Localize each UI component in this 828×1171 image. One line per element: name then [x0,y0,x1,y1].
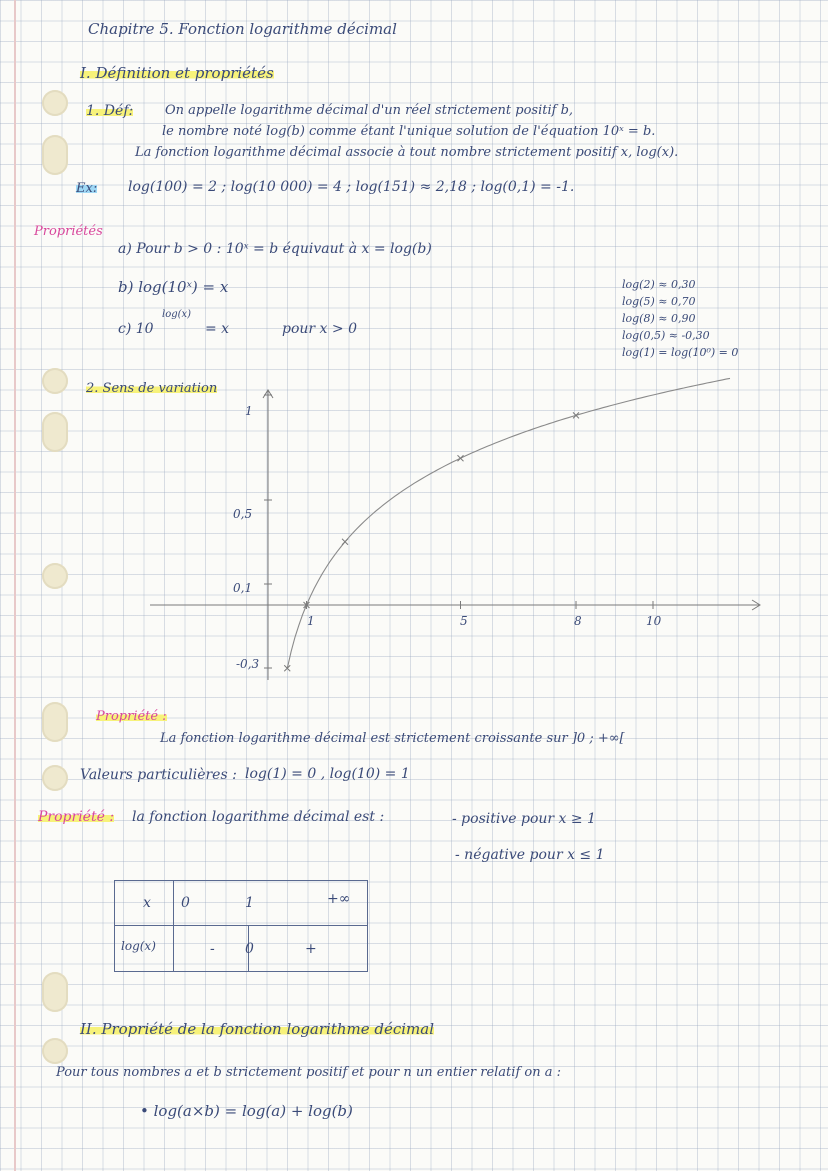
value-note: log(5) ≈ 0,70 [622,295,696,308]
definition-line: le nombre noté log(b) comme étant l'unique solution de l'équation 10ˣ = b. [162,124,656,139]
section-intro: Pour tous nombres a et b strictement positif et pour n un entier relatif on a : [56,1065,561,1080]
y-tick-label: -0,3 [236,657,260,671]
property-positive: - positive pour x ≥ 1 [452,811,596,827]
x-tick-label: 1 [307,614,315,628]
example-text: log(100) = 2 ; log(10 000) = 4 ; log(151) ≈ 2,18 ; log(0,1) = -1. [128,179,575,195]
property-text: la fonction logarithme décimal est : [132,809,385,825]
property-b: b) log(10ˣ) = x [118,278,229,296]
value-note: log(2) ≈ 0,30 [622,278,696,291]
formula-bullet: • log(a×b) = log(a) + log(b) [140,1102,353,1120]
section-title-1: I. Définition et propriétés [80,64,274,82]
example-label: Ex: [76,181,98,196]
table-sign-cell: 0 [245,941,254,957]
table-header-cell: 0 [181,895,190,911]
property-text: La fonction logarithme décimal est strictement croissante sur ]0 ; +∞[ [160,731,625,746]
log-curve [287,378,730,668]
chapter-title: Chapitre 5. Fonction logarithme décimal [88,20,397,38]
properties-label: Propriétés [34,224,103,239]
section-title-3: II. Propriété de la fonction logarithme décimal [80,1020,435,1038]
property-negative: - négative pour x ≤ 1 [455,847,605,863]
table-header-cell: +∞ [327,891,351,907]
y-tick-label: 1 [245,404,253,418]
value-note: log(8) ≈ 0,90 [622,312,696,325]
table-sign-cell: + [305,941,317,957]
property-c-exponent: log(x) [162,309,192,320]
property-c-rest: = x [205,321,230,337]
x-tick-label: 8 [574,614,582,628]
curve-point-marker [573,412,579,418]
sign-table [114,880,368,972]
table-row-label: log(x) [121,939,156,953]
value-note: log(0,5) ≈ -0,30 [622,329,710,342]
table-divider [115,925,367,926]
table-header-cell: x [143,895,151,911]
table-sign-cell: - [210,941,215,957]
x-tick-label: 10 [646,614,662,628]
property-a: a) Pour b > 0 : 10ˣ = b équivaut à x = log(b) [118,241,432,257]
special-values-text: log(1) = 0 , log(10) = 1 [245,766,410,782]
definition-line: On appelle logarithme décimal d'un réel strictement positif b, [165,103,574,118]
definition-line: La fonction logarithme décimal associe à tout nombre strictement positif x, log(x). [135,145,679,160]
section-title-2: 2. Sens de variation [86,381,218,396]
curve-point-marker [458,455,464,461]
property-c-base: c) 10 [118,321,154,337]
definition-number: 1. Déf: [86,103,134,119]
y-tick-label: 0,5 [233,507,253,521]
property-c-condition: pour x > 0 [282,321,357,337]
curve-point-marker [342,539,348,545]
value-note: log(1) = log(10⁰) = 0 [622,346,739,359]
table-header-cell: 1 [245,895,254,911]
x-tick-label: 5 [460,614,468,628]
table-divider [173,881,174,971]
y-tick-label: 0,1 [233,581,253,595]
property-label: Propriété : [96,709,167,724]
property-label: Propriété : [38,809,115,825]
special-values-label: Valeurs particulières : [80,767,237,783]
